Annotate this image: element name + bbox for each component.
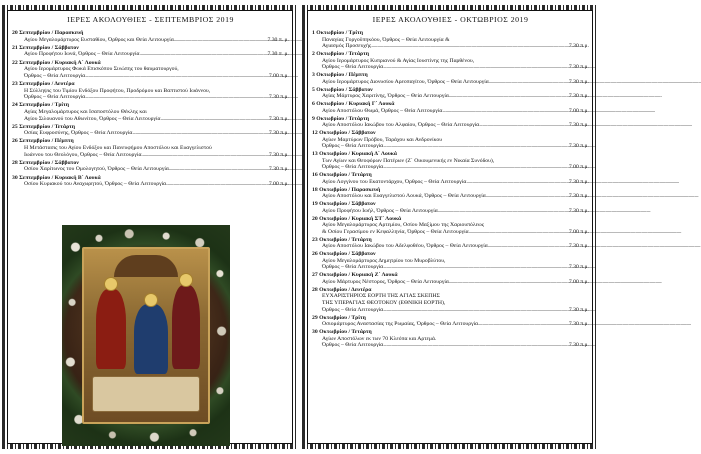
service-description: Αγίου Ιερομάρτυρος Φωκά Επισκόπου Σινώπης του θαυματουργού, <box>24 66 179 73</box>
icon-bed <box>92 376 200 412</box>
entry-date-heading: 23 Οκτωβρίου / Τετάρτη <box>312 236 372 243</box>
entry-date-heading: 26 Σεπτεμβρίου / Πέμπτη <box>12 138 74 145</box>
service-time: 7.30 π.μ. <box>268 151 289 158</box>
icon-figure <box>172 285 200 369</box>
service-description: Οσίας Ευφροσύνης, Όρθρος – Θεία Λειτουργία <box>24 130 133 137</box>
service-time: 7.00 π.μ. <box>568 228 589 235</box>
service-description: Αγίων Μαρτύρων Πρόβου, Ταράχου και Ανδρονίκου <box>322 136 443 143</box>
service-description: Αγίου Ιερομάρτυρος Διονυσίου Αρεοπαγίτου, Όρθρος – Θεία Λειτουργία <box>322 78 489 85</box>
service-description: Αγίου Αποστόλου Ιακώβου του Αδελφοθέου, Όρθρος – Θεία Λειτουργία <box>322 243 488 250</box>
icon-painting <box>82 247 210 424</box>
service-description: Όρθρος – Θεία Λειτουργία <box>322 64 384 71</box>
service-time: 7.30 π.μ. <box>568 264 589 271</box>
service-line <box>312 179 589 186</box>
service-line <box>12 130 289 137</box>
entry-date-heading: 16 Οκτωβρίου / Τετάρτη <box>312 172 372 179</box>
icon-arch <box>114 255 178 277</box>
service-line <box>12 51 289 58</box>
schedule-entry <box>12 124 289 137</box>
service-description: ΤΗΣ ΥΠΕΡΑΓΙΑΣ ΘΕΟΤΟΚΟΥ (ΕΘΝΙΚΗ ΕΟΡΤΗ), <box>322 300 446 307</box>
schedule-entry <box>312 329 589 349</box>
dot-leader <box>438 208 569 215</box>
schedule-list <box>312 30 589 349</box>
service-time: 7.30 π.μ. <box>568 193 589 200</box>
service-time: 7.30 π.μ. <box>568 342 589 349</box>
dot-leader <box>166 181 269 188</box>
entry-date-heading: 20 Οκτωβρίου / Κυριακή ΣΤ΄ Λουκά <box>312 215 402 222</box>
service-time: 7.30 π.μ. <box>568 321 589 328</box>
dot-leader <box>486 193 569 200</box>
service-line <box>312 243 589 250</box>
entry-date-heading: 6 Οκτωβρίου / Κυριακή Γ΄ Λουκά <box>312 101 395 108</box>
service-line <box>312 93 589 100</box>
service-line <box>312 264 589 271</box>
service-time: 7.30 π.μ. <box>568 93 589 100</box>
schedule-entry <box>312 272 589 285</box>
icon-figure <box>134 304 168 374</box>
dot-leader <box>85 94 269 101</box>
entry-date-heading: 28 Οκτωβρίου / Δευτέρα <box>312 286 372 293</box>
entry-date-heading: 23 Σεπτεμβρίου / Δευτέρα <box>12 80 75 87</box>
dot-leader <box>174 37 268 44</box>
service-line <box>12 37 289 44</box>
service-time: 7.30 π.μ. <box>568 306 589 313</box>
service-line <box>312 208 589 215</box>
service-line <box>312 143 589 150</box>
halo-icon <box>179 273 193 287</box>
dot-leader <box>169 166 269 173</box>
entry-date-heading: 3 Οκτωβρίου / Πέμπτη <box>312 72 368 79</box>
dot-leader <box>383 64 569 71</box>
service-description: Αγίου Αποστόλου Ιακώβου του Αλφαίου, Όρθρος – Θεία Λειτουργία <box>322 122 480 129</box>
entry-date-heading: 30 Σεπτεμβρίου / Κυριακή Β΄ Λουκά <box>12 174 101 181</box>
entry-date-heading: 1 Οκτωβρίου / Τρίτη <box>312 30 363 36</box>
entry-date-heading: 28 Σεπτεμβρίου / Σάββατον <box>12 159 79 166</box>
service-description: Αγίου Αποστόλου Θωμά, Όρθρος – Θεία Λειτουργία <box>322 107 443 114</box>
service-description: Η Σύλληψις του Τιμίου Ενδόξου Προφήτου, Προδρόμου και Βαπτιστού Ιωάννου, <box>24 87 211 94</box>
service-line <box>12 73 289 80</box>
left-page <box>2 5 298 449</box>
service-description: Αγίου Αποστόλου και Ευαγγελιστού Λουκά, Όρθρος – Θεία Λειτουργία <box>322 193 486 200</box>
schedule-entry <box>312 72 589 85</box>
entry-date-heading: 29 Οκτωβρίου / Τρίτη <box>312 314 366 321</box>
schedule-entry <box>312 287 589 313</box>
dot-leader <box>85 73 269 80</box>
service-time: 7.30 π.μ. <box>568 43 589 50</box>
service-description: Αγίου Μάρτυρος Νέστορος, Όρθρος – Θεία Λειτουργία <box>322 278 449 285</box>
schedule-entry <box>312 237 589 250</box>
service-description: & Οσίου Γερασίμου εν Κεφαλληνία, Όρθρος – Θεία Λειτουργία <box>322 228 469 235</box>
schedule-entry <box>12 60 289 80</box>
dot-leader <box>383 307 569 314</box>
service-time: 7.30 π. μ. <box>267 36 289 43</box>
service-time: 7.30 π.μ. <box>568 243 589 250</box>
service-description: Όρθρος – Θεία Λειτουργία <box>322 306 384 313</box>
service-description: Παναγίας Γοργοϋπηκόου, Όρθρος – Θεία Λειτουργία & <box>322 36 450 43</box>
service-time: 7.00 π.μ. <box>568 278 589 285</box>
schedule-entry <box>12 160 289 173</box>
entry-date-heading: 19 Οκτωβρίου / Σάββατον <box>312 201 376 208</box>
schedule-entry <box>312 315 589 328</box>
service-line <box>312 342 589 349</box>
service-time: 7.30 π.μ. <box>568 178 589 185</box>
service-description: Όρθρος – Θεία Λειτουργία <box>24 94 86 101</box>
service-description: Αγίων Αποστόλων εκ των 70 Κλεόπα και Αρτεμά. <box>322 335 437 342</box>
dot-leader <box>132 130 268 137</box>
entry-date-heading: 30 Οκτωβρίου / Τετάρτη <box>312 328 372 335</box>
dot-leader <box>141 152 268 159</box>
service-line <box>12 181 289 188</box>
service-line <box>312 164 589 171</box>
schedule-entry <box>12 102 289 122</box>
service-description: Οσίου Χαρίτωνος του Ομολογητού, Όρθρος – Θεία Λειτουργία <box>24 166 169 173</box>
schedule-entry <box>12 30 289 43</box>
dot-leader <box>489 79 569 86</box>
service-description: Η Μετάστασις του Αγίου Ενδόξου και Πανευφήμου Αποστόλου και Ευαγγελιστού <box>24 145 212 152</box>
service-line <box>12 116 289 123</box>
service-time: 7.30 π. μ. <box>267 51 289 58</box>
service-description: Αγίου Σιλουανού του Αθωνίτου, Όρθρος – Θεία Λειτουργία <box>24 115 161 122</box>
service-description: Οσιομάρτυρος Αναστασίας της Ρωμαίας, Όρθρος – Θεία Λειτουργία <box>322 321 479 328</box>
service-description: Αγίου Προφήτου Ιωήλ, Όρθρος – Θεία Λειτουργία <box>322 207 438 214</box>
service-description: ΕΥΧΑΡΙΣΤΗΡΙΟΣ ΕΟΡΤΗ ΤΗΣ ΑΓΙΑΣ ΣΚΕΠΗΣ <box>322 293 440 300</box>
schedule-entry <box>312 130 589 150</box>
service-time: 7.30 π.μ. <box>568 207 589 214</box>
service-line <box>12 94 289 101</box>
dot-leader <box>383 264 569 271</box>
dot-leader <box>469 229 569 236</box>
service-line <box>312 43 589 50</box>
service-line <box>312 64 589 71</box>
service-line <box>312 193 589 200</box>
service-time: 7.00 π.μ. <box>568 164 589 171</box>
entry-date-heading: 9 Οκτωβρίου / Τετάρτη <box>312 115 369 122</box>
schedule-entry <box>312 172 589 185</box>
service-time: 7.30 π.μ. <box>568 143 589 150</box>
service-description: Οσίου Κυριακού του Αναχωρητού, Όρθρος – Θεία Λειτουργία <box>24 181 167 188</box>
entry-date-heading: 5 Οκτωβρίου / Σάββατον <box>312 86 373 93</box>
entry-date-heading: 27 Οκτωβρίου / Κυριακή Ζ΄ Λουκά <box>312 272 398 279</box>
schedule-entry <box>12 81 289 101</box>
schedule-entry <box>312 87 589 100</box>
schedule-entry <box>12 175 289 188</box>
icon-figure <box>96 289 126 369</box>
entry-date-heading: 22 Σεπτεμβρίου / Κυριακή Α΄ Λουκά <box>12 59 101 66</box>
dot-leader <box>383 143 569 150</box>
dot-leader <box>140 51 268 58</box>
service-description: Αγίου Ιερομάρτυρος Κυπριανού & Αγίας Ιουστίνης της Παρθένου, <box>322 57 475 64</box>
schedule-entry <box>312 251 589 271</box>
service-time: 7.30 π.μ. <box>568 64 589 71</box>
service-line <box>312 307 589 314</box>
service-description: Όρθρος – Θεία Λειτουργία <box>322 143 384 150</box>
entry-date-heading: 20 Σεπτεμβρίου / Παρασκευή <box>12 30 84 36</box>
dot-leader <box>383 342 569 349</box>
service-line <box>312 122 589 129</box>
service-time: 7.30 π.μ. <box>268 166 289 173</box>
service-description: Αγίου Προφήτου Ιωνά, Όρθρος – Θεία Λειτουργία <box>24 51 140 58</box>
schedule-entry <box>312 216 589 236</box>
service-time: 7.30 π.μ. <box>268 94 289 101</box>
schedule-entry <box>312 101 589 114</box>
dot-leader <box>466 179 569 186</box>
schedule-entry <box>312 151 589 171</box>
service-description: Των Αγίων και Θεοφόρων Πατέρων (Ζ΄ Οικουμενικής εν Νικαία Συνόδου), <box>322 157 495 164</box>
service-line <box>312 321 589 328</box>
dot-leader <box>488 243 569 250</box>
page-title: ΙΕΡΕΣ ΑΚΟΛΟΥΘΙΕΣ - ΟΚΤΩΒΡΙΟΣ 2019 <box>372 15 529 24</box>
service-time: 7.00 π.μ. <box>568 107 589 114</box>
schedule-entry <box>12 45 289 58</box>
service-time: 7.30 π.μ. <box>268 115 289 122</box>
dot-leader <box>383 164 569 171</box>
dot-leader <box>161 116 269 123</box>
schedule-entry <box>312 30 589 50</box>
service-time: 7.00 π.μ. <box>268 181 289 188</box>
schedule-entry <box>312 116 589 129</box>
entry-date-heading: 25 Σεπτεμβρίου / Τετάρτη <box>12 123 75 130</box>
entry-date-heading: 12 Οκτωβρίου / Σάββατον <box>312 130 376 137</box>
service-description: Αγιασμός Προσευχής <box>322 43 372 50</box>
service-line <box>312 279 589 286</box>
service-line <box>12 166 289 173</box>
service-line <box>12 152 289 159</box>
service-description: Αγίου Λογγίνου του Εκατοντάρχου, Όρθρος – Θεία Λειτουργία <box>322 178 467 185</box>
dot-leader <box>442 108 568 115</box>
dot-leader <box>449 93 569 100</box>
schedule-entry <box>312 201 589 214</box>
halo-icon <box>104 277 118 291</box>
entry-date-heading: 21 Σεπτεμβρίου / Σάββατον <box>12 44 79 51</box>
right-page <box>302 5 598 449</box>
service-time: 7.00 π.μ. <box>268 72 289 79</box>
dot-leader <box>479 122 569 129</box>
dot-leader <box>371 43 569 50</box>
entry-date-heading: 2 Οκτωβρίου / Τετάρτη <box>312 51 369 58</box>
halo-icon <box>144 293 158 307</box>
service-description: Αγίας Μάρτυρος Χαριτίνης, Όρθρος – Θεία Λειτουργία <box>322 93 449 100</box>
schedule-entry <box>312 51 589 71</box>
service-description: Ιωάννου του Θεολόγου, Όρθρος – Θεία Λειτουργία <box>24 151 142 158</box>
service-time: 7.30 π.μ. <box>568 78 589 85</box>
service-description: Αγίας Μεγαλομάρτυρος και Ισαποστόλου Θέκλης και <box>24 108 147 115</box>
service-description: Όρθρος – Θεία Λειτουργία <box>24 72 86 79</box>
right-page-content <box>312 14 589 440</box>
entry-date-heading: 13 Οκτωβρίου / Κυριακή Δ΄ Λουκά <box>312 151 397 158</box>
service-line <box>312 229 589 236</box>
service-description: Όρθρος – Θεία Λειτουργία <box>322 264 384 271</box>
service-description: Όρθρος – Θεία Λειτουργία <box>322 164 384 171</box>
service-description: Αγίου Μεγαλομάρτυρος Αρτεμίου, Οσίου Μαξίμου της Χαριουπόλεως <box>322 222 485 229</box>
entry-date-heading: 24 Σεπτεμβρίου / Τρίτη <box>12 102 70 109</box>
service-time: 7.30 π.μ. <box>568 122 589 129</box>
schedule-entry <box>312 187 589 200</box>
religious-icon-image <box>62 225 230 446</box>
service-description: Αγίου Μεγαλομάρτυρος Ευσταθίου, Όρθρος και Θεία Λειτουργία <box>24 36 174 43</box>
dot-leader <box>449 279 569 286</box>
service-description: Αγίου Μεγαλομάρτυρος Δημητρίου του Μυροβλύτου, <box>322 257 446 264</box>
schedule-list <box>12 30 289 188</box>
schedule-entry <box>12 138 289 158</box>
entry-date-heading: 26 Οκτωβρίου / Σάββατον <box>312 251 376 258</box>
service-line <box>312 79 589 86</box>
service-line <box>312 108 589 115</box>
dot-leader <box>478 321 569 328</box>
service-time: 7.30 π.μ. <box>268 130 289 137</box>
service-description: Όρθρος – Θεία Λειτουργία <box>322 342 384 349</box>
entry-date-heading: 18 Οκτωβρίου / Παρασκευή <box>312 186 381 193</box>
page-title: ΙΕΡΕΣ ΑΚΟΛΟΥΘΙΕΣ - ΣΕΠΤΕΜΒΡΙΟΣ 2019 <box>67 15 234 24</box>
